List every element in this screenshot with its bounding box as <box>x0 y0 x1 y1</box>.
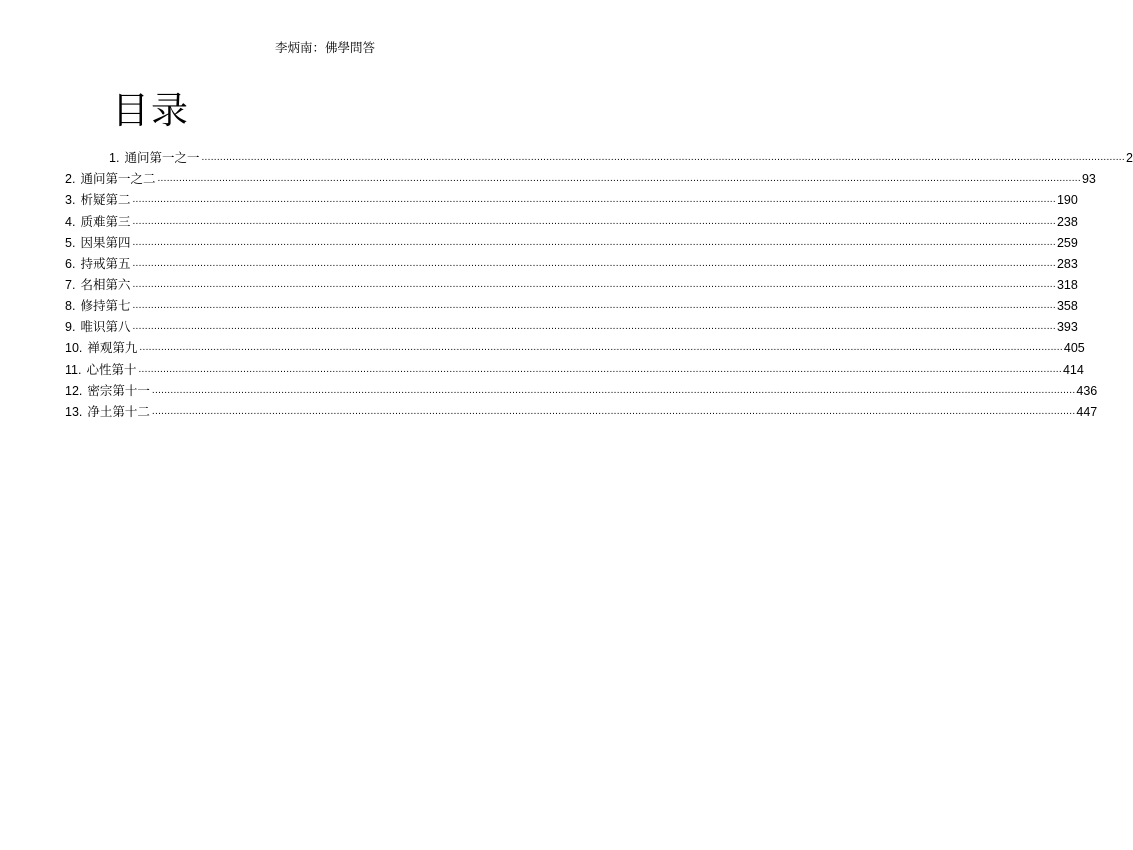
toc-entry[interactable] <box>65 378 1098 399</box>
toc-entry-label: 修持第七 <box>80 298 131 314</box>
toc-entry[interactable] <box>65 293 1078 314</box>
toc-entry-page: 190 <box>1056 193 1078 208</box>
toc-entry[interactable] <box>65 145 1133 166</box>
dot-leader: ............................................................................................................................................................................................................................................................................................................ <box>132 278 1056 290</box>
toc-entry-label: 唯识第八 <box>80 319 131 335</box>
toc-entry[interactable] <box>65 230 1078 251</box>
table-of-contents <box>65 145 1133 420</box>
toc-entry-number: 4. <box>65 214 76 229</box>
toc-entry-label: 心性第十 <box>86 361 137 377</box>
toc-entry-number: 8. <box>65 299 76 314</box>
toc-entry-number: 13. <box>65 404 83 419</box>
toc-entry-label: 因果第四 <box>80 234 131 250</box>
dot-leader: ............................................................................................................................................................................................................................................................................................................ <box>201 152 1125 164</box>
toc-entry-page: 358 <box>1056 299 1078 314</box>
dot-leader: ............................................................................................................................................................................................................................................................................................................ <box>132 257 1056 269</box>
toc-heading: 目录 <box>112 89 190 132</box>
toc-entry-page: 259 <box>1056 235 1078 250</box>
running-header: 李炳南：佛學問答 <box>274 40 375 55</box>
toc-entry-page: 414 <box>1062 362 1084 377</box>
toc-entry-page: 447 <box>1076 404 1098 419</box>
dot-leader: ............................................................................................................................................................................................................................................................................................................ <box>132 300 1056 312</box>
toc-entry-label: 质难第三 <box>80 213 131 229</box>
toc-entry-page: 405 <box>1063 341 1085 356</box>
toc-entry-page: 393 <box>1056 320 1078 335</box>
toc-entry[interactable] <box>65 399 1098 420</box>
dot-leader: ............................................................................................................................................................................................................................................................................................................ <box>132 194 1056 206</box>
toc-entry-label: 净土第十二 <box>87 403 150 419</box>
toc-entry-page: 283 <box>1056 256 1078 271</box>
toc-entry[interactable] <box>65 208 1078 229</box>
toc-entry-page: 93 <box>1081 172 1096 187</box>
toc-entry-number: 7. <box>65 277 76 292</box>
toc-entry[interactable] <box>65 166 1096 187</box>
toc-entry-number: 10. <box>65 341 83 356</box>
toc-entry-label: 禅观第九 <box>87 340 138 356</box>
toc-entry-number: 5. <box>65 235 76 250</box>
toc-entry-label: 通问第一之一 <box>124 150 200 166</box>
toc-entry-label: 名相第六 <box>80 276 131 292</box>
toc-entry-number: 1. <box>109 151 120 166</box>
dot-leader: ............................................................................................................................................................................................................................................................................................................ <box>138 363 1062 375</box>
dot-leader: ............................................................................................................................................................................................................................................................................................................ <box>151 405 1076 417</box>
toc-entry[interactable] <box>65 314 1078 335</box>
toc-entry-page: 2 <box>1125 151 1133 166</box>
toc-entry-label: 持戒第五 <box>80 255 131 271</box>
toc-entry[interactable] <box>65 272 1078 293</box>
toc-entry-number: 11. <box>65 362 82 377</box>
toc-entry[interactable] <box>65 335 1085 356</box>
toc-entry[interactable] <box>65 251 1078 272</box>
toc-entry-number: 6. <box>65 256 76 271</box>
dot-leader: ............................................................................................................................................................................................................................................................................................................ <box>132 321 1056 333</box>
dot-leader: ............................................................................................................................................................................................................................................................................................................ <box>132 236 1056 248</box>
toc-entry-number: 3. <box>65 193 76 208</box>
toc-entry-label: 析疑第二 <box>80 192 131 208</box>
toc-entry[interactable] <box>65 187 1078 208</box>
dot-leader: ............................................................................................................................................................................................................................................................................................................ <box>132 215 1056 227</box>
toc-entry-label: 通问第一之二 <box>80 171 156 187</box>
toc-entry-page: 238 <box>1056 214 1078 229</box>
dot-leader: ............................................................................................................................................................................................................................................................................................................ <box>139 342 1063 354</box>
toc-entry-number: 9. <box>65 320 76 335</box>
toc-entry-page: 436 <box>1076 383 1098 398</box>
toc-entry-label: 密宗第十一 <box>87 382 150 398</box>
toc-entry[interactable] <box>65 356 1084 377</box>
dot-leader: ............................................................................................................................................................................................................................................................................................................ <box>151 384 1076 396</box>
toc-entry-number: 12. <box>65 383 83 398</box>
toc-entry-page: 318 <box>1056 277 1078 292</box>
toc-entry-number: 2. <box>65 172 76 187</box>
dot-leader: ............................................................................................................................................................................................................................................................................................................ <box>157 173 1081 185</box>
